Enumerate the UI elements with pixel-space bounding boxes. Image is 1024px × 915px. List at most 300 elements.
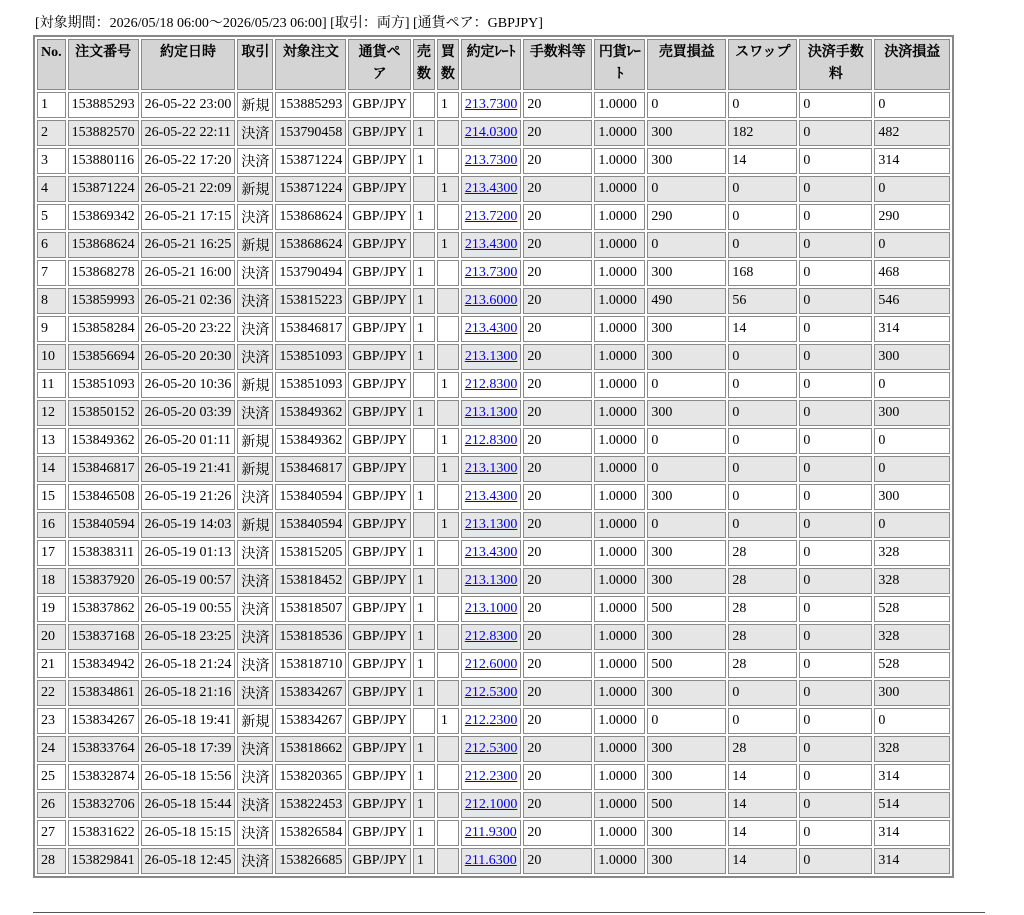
cell-sell-qty: 1: [413, 288, 435, 314]
cell-swap: 182: [728, 120, 797, 146]
cell-settle-fee: 0: [799, 484, 872, 510]
cell-jpy-rate: 1.0000: [594, 652, 645, 678]
cell-settle-fee: 0: [799, 680, 872, 706]
cell-trade-type: 決済: [237, 624, 273, 650]
cell-jpy-rate: 1.0000: [594, 400, 645, 426]
header-fee: 手数料等: [523, 39, 592, 90]
rate-link[interactable]: 213.1300: [464, 349, 518, 364]
cell-pnl: 300: [647, 344, 726, 370]
cell-rate: [461, 260, 522, 286]
cell-jpy-rate: 1.0000: [594, 372, 645, 398]
table-row: [37, 148, 950, 174]
cell-pair: GBP/JPY: [348, 316, 410, 342]
cell-target-order: 153885293: [275, 92, 346, 118]
table-row: [37, 92, 950, 118]
cell-fee: 20: [523, 568, 592, 594]
cell-rate: [461, 372, 522, 398]
header-buy-qty: 買数: [437, 39, 459, 90]
cell-pair: GBP/JPY: [348, 428, 410, 454]
cell-fee: 20: [523, 792, 592, 818]
cell-no: 10: [37, 344, 66, 370]
cell-order-no: 153856694: [68, 344, 139, 370]
cell-swap: 0: [728, 204, 797, 230]
cell-settle-fee: 0: [799, 652, 872, 678]
cell-exec-time: 26-05-18 15:15: [141, 820, 236, 846]
header-jpy-rate: 円貨ﾚｰﾄ: [594, 39, 645, 90]
cell-buy-qty: [437, 652, 459, 678]
rate-link[interactable]: 213.7200: [464, 209, 518, 224]
cell-settle-fee: 0: [799, 176, 872, 202]
cell-rate: [461, 148, 522, 174]
cell-settle-pnl: 0: [874, 372, 950, 398]
cell-order-no: 153882570: [68, 120, 139, 146]
table-header: [37, 39, 950, 90]
cell-swap: 14: [728, 848, 797, 874]
cell-settle-fee: 0: [799, 848, 872, 874]
cell-rate: [461, 680, 522, 706]
table-row: [37, 316, 950, 342]
cell-no: 27: [37, 820, 66, 846]
cell-no: 20: [37, 624, 66, 650]
cell-swap: 14: [728, 316, 797, 342]
cell-settle-fee: 0: [799, 708, 872, 734]
cell-pnl: 300: [647, 400, 726, 426]
cell-fee: 20: [523, 820, 592, 846]
cell-fee: 20: [523, 344, 592, 370]
rate-link[interactable]: 212.5300: [464, 741, 518, 756]
header-pair: 通貨ペア: [348, 39, 410, 90]
cell-jpy-rate: 1.0000: [594, 288, 645, 314]
rate-link[interactable]: 213.4300: [464, 181, 518, 196]
rate-link[interactable]: 213.7300: [464, 97, 518, 112]
rate-link[interactable]: 213.7300: [464, 153, 518, 168]
cell-jpy-rate: 1.0000: [594, 792, 645, 818]
rate-link[interactable]: 212.8300: [464, 433, 518, 448]
cell-buy-qty: 1: [437, 176, 459, 202]
rate-link[interactable]: 213.4300: [464, 489, 518, 504]
cell-rate: [461, 484, 522, 510]
cell-rate: [461, 288, 522, 314]
rate-link[interactable]: 211.9300: [464, 825, 517, 840]
cell-sell-qty: 1: [413, 624, 435, 650]
cell-exec-time: 26-05-19 00:55: [141, 596, 236, 622]
cell-jpy-rate: 1.0000: [594, 260, 645, 286]
table-row: [37, 344, 950, 370]
cell-buy-qty: 1: [437, 512, 459, 538]
header-settle-fee: 決済手数料: [799, 39, 872, 90]
table-row: [37, 456, 950, 482]
cell-buy-qty: [437, 680, 459, 706]
cell-rate: [461, 736, 522, 762]
cell-no: 21: [37, 652, 66, 678]
cell-exec-time: 26-05-20 01:11: [141, 428, 236, 454]
rate-link[interactable]: 211.6300: [464, 853, 517, 868]
cell-settle-fee: 0: [799, 456, 872, 482]
cell-fee: 20: [523, 372, 592, 398]
cell-swap: 14: [728, 764, 797, 790]
rate-link[interactable]: 213.1300: [464, 517, 518, 532]
cell-sell-qty: 1: [413, 568, 435, 594]
cell-fee: 20: [523, 260, 592, 286]
cell-settle-fee: 0: [799, 260, 872, 286]
cell-trade-type: 決済: [237, 288, 273, 314]
cell-no: 7: [37, 260, 66, 286]
cell-buy-qty: [437, 344, 459, 370]
cell-target-order: 153815205: [275, 540, 346, 566]
cell-order-no: 153837168: [68, 624, 139, 650]
cell-trade-type: 決済: [237, 204, 273, 230]
cell-pair: GBP/JPY: [348, 848, 410, 874]
header-trade-type: 取引: [237, 39, 273, 90]
cell-pnl: 300: [647, 820, 726, 846]
cell-no: 23: [37, 708, 66, 734]
cell-pair: GBP/JPY: [348, 204, 410, 230]
cell-buy-qty: [437, 764, 459, 790]
cell-jpy-rate: 1.0000: [594, 568, 645, 594]
cell-pnl: 300: [647, 680, 726, 706]
cell-target-order: 153871224: [275, 176, 346, 202]
cell-target-order: 153851093: [275, 372, 346, 398]
cell-sell-qty: 1: [413, 680, 435, 706]
cell-exec-time: 26-05-22 23:00: [141, 92, 236, 118]
cell-swap: 14: [728, 148, 797, 174]
cell-buy-qty: [437, 736, 459, 762]
cell-trade-type: 決済: [237, 344, 273, 370]
cell-trade-type: 決済: [237, 680, 273, 706]
filter-summary: [対象期間：2026/05/18 06:00〜2026/05/23 06:00] [取引：両方] [通貨ペア：GBPJPY]: [35, 16, 543, 31]
cell-trade-type: 決済: [237, 848, 273, 874]
header-rate: 約定ﾚｰﾄ: [461, 39, 522, 90]
header-settle-pnl: 決済損益: [874, 39, 950, 90]
cell-swap: 0: [728, 512, 797, 538]
cell-order-no: 153834267: [68, 708, 139, 734]
cell-pnl: 300: [647, 624, 726, 650]
cell-order-no: 153885293: [68, 92, 139, 118]
cell-swap: 28: [728, 596, 797, 622]
table-row: [37, 232, 950, 258]
cell-sell-qty: [413, 176, 435, 202]
cell-no: 14: [37, 456, 66, 482]
cell-trade-type: 決済: [237, 792, 273, 818]
cell-target-order: 153846817: [275, 456, 346, 482]
cell-buy-qty: [437, 540, 459, 566]
cell-order-no: 153851093: [68, 372, 139, 398]
cell-settle-pnl: 314: [874, 316, 950, 342]
cell-trade-type: 決済: [237, 400, 273, 426]
cell-order-no: 153850152: [68, 400, 139, 426]
cell-settle-fee: 0: [799, 820, 872, 846]
cell-settle-pnl: 328: [874, 736, 950, 762]
cell-settle-fee: 0: [799, 204, 872, 230]
cell-jpy-rate: 1.0000: [594, 344, 645, 370]
cell-trade-type: 新規: [237, 708, 273, 734]
cell-jpy-rate: 1.0000: [594, 176, 645, 202]
cell-pnl: 500: [647, 596, 726, 622]
cell-pair: GBP/JPY: [348, 736, 410, 762]
cell-fee: 20: [523, 540, 592, 566]
cell-settle-fee: 0: [799, 764, 872, 790]
cell-exec-time: 26-05-19 21:26: [141, 484, 236, 510]
cell-sell-qty: 1: [413, 596, 435, 622]
cell-exec-time: 26-05-22 17:20: [141, 148, 236, 174]
cell-target-order: 153822453: [275, 792, 346, 818]
cell-order-no: 153831622: [68, 820, 139, 846]
cell-sell-qty: 1: [413, 260, 435, 286]
cell-sell-qty: [413, 232, 435, 258]
cell-settle-fee: 0: [799, 596, 872, 622]
cell-settle-pnl: 328: [874, 624, 950, 650]
cell-target-order: 153818536: [275, 624, 346, 650]
cell-trade-type: 決済: [237, 568, 273, 594]
header-order-no: 注文番号: [68, 39, 139, 90]
cell-settle-fee: 0: [799, 344, 872, 370]
cell-settle-pnl: 300: [874, 680, 950, 706]
cell-target-order: 153868624: [275, 204, 346, 230]
rate-link[interactable]: 213.1000: [464, 601, 518, 616]
cell-pnl: 300: [647, 148, 726, 174]
cell-settle-fee: 0: [799, 120, 872, 146]
cell-settle-pnl: 468: [874, 260, 950, 286]
cell-exec-time: 26-05-21 17:15: [141, 204, 236, 230]
cell-rate: [461, 652, 522, 678]
cell-buy-qty: [437, 568, 459, 594]
rate-link[interactable]: 213.4300: [464, 321, 518, 336]
cell-order-no: 153833764: [68, 736, 139, 762]
cell-exec-time: 26-05-21 16:00: [141, 260, 236, 286]
cell-target-order: 153834267: [275, 680, 346, 706]
cell-exec-time: 26-05-18 17:39: [141, 736, 236, 762]
cell-sell-qty: 1: [413, 204, 435, 230]
cell-jpy-rate: 1.0000: [594, 764, 645, 790]
cell-no: 13: [37, 428, 66, 454]
cell-settle-pnl: 0: [874, 176, 950, 202]
cell-exec-time: 26-05-18 12:45: [141, 848, 236, 874]
cell-pnl: 0: [647, 512, 726, 538]
cell-rate: [461, 120, 522, 146]
cell-target-order: 153871224: [275, 148, 346, 174]
cell-buy-qty: [437, 400, 459, 426]
cell-swap: 56: [728, 288, 797, 314]
header-pnl: 売買損益: [647, 39, 726, 90]
table-row: [37, 764, 950, 790]
cell-pnl: 300: [647, 260, 726, 286]
cell-rate: [461, 596, 522, 622]
cell-target-order: 153846817: [275, 316, 346, 342]
cell-settle-fee: 0: [799, 288, 872, 314]
cell-settle-fee: 0: [799, 92, 872, 118]
cell-jpy-rate: 1.0000: [594, 736, 645, 762]
cell-jpy-rate: 1.0000: [594, 456, 645, 482]
cell-target-order: 153818710: [275, 652, 346, 678]
cell-pair: GBP/JPY: [348, 176, 410, 202]
rate-link[interactable]: 212.1000: [464, 797, 518, 812]
cell-settle-pnl: 0: [874, 232, 950, 258]
cell-no: 1: [37, 92, 66, 118]
rate-link[interactable]: 214.0300: [464, 125, 518, 140]
cell-pnl: 290: [647, 204, 726, 230]
cell-buy-qty: [437, 484, 459, 510]
cell-swap: 0: [728, 456, 797, 482]
cell-pnl: 0: [647, 92, 726, 118]
cell-exec-time: 26-05-18 19:41: [141, 708, 236, 734]
cell-exec-time: 26-05-19 14:03: [141, 512, 236, 538]
cell-no: 22: [37, 680, 66, 706]
cell-rate: [461, 708, 522, 734]
cell-pnl: 300: [647, 540, 726, 566]
cell-sell-qty: 1: [413, 540, 435, 566]
cell-settle-pnl: 328: [874, 568, 950, 594]
cell-fee: 20: [523, 708, 592, 734]
cell-trade-type: 新規: [237, 512, 273, 538]
rate-link[interactable]: 213.1300: [464, 573, 518, 588]
cell-sell-qty: 1: [413, 736, 435, 762]
cell-settle-pnl: 314: [874, 148, 950, 174]
rate-link[interactable]: 212.8300: [464, 629, 518, 644]
cell-no: 16: [37, 512, 66, 538]
cell-fee: 20: [523, 484, 592, 510]
cell-settle-pnl: 314: [874, 848, 950, 874]
cell-rate: [461, 624, 522, 650]
table-row: [37, 736, 950, 762]
table-body: [37, 92, 950, 874]
cell-trade-type: 新規: [237, 428, 273, 454]
cell-swap: 0: [728, 708, 797, 734]
cell-rate: [461, 568, 522, 594]
rate-link[interactable]: 213.4300: [464, 545, 518, 560]
rate-link[interactable]: 212.6000: [464, 657, 518, 672]
table-row: [37, 120, 950, 146]
cell-order-no: 153829841: [68, 848, 139, 874]
cell-settle-fee: 0: [799, 372, 872, 398]
cell-trade-type: 新規: [237, 176, 273, 202]
cell-no: 2: [37, 120, 66, 146]
cell-pnl: 0: [647, 176, 726, 202]
cell-jpy-rate: 1.0000: [594, 848, 645, 874]
cell-settle-pnl: 300: [874, 400, 950, 426]
table-row: [37, 372, 950, 398]
cell-settle-fee: 0: [799, 148, 872, 174]
table-row: [37, 400, 950, 426]
cell-pnl: 300: [647, 120, 726, 146]
cell-jpy-rate: 1.0000: [594, 624, 645, 650]
cell-exec-time: 26-05-20 20:30: [141, 344, 236, 370]
cell-sell-qty: 1: [413, 400, 435, 426]
cell-pair: GBP/JPY: [348, 372, 410, 398]
cell-target-order: 153820365: [275, 764, 346, 790]
cell-swap: 0: [728, 484, 797, 510]
cell-pair: GBP/JPY: [348, 652, 410, 678]
cell-no: 17: [37, 540, 66, 566]
rate-link[interactable]: 212.2300: [464, 713, 518, 728]
table-row: [37, 624, 950, 650]
cell-fee: 20: [523, 596, 592, 622]
cell-rate: [461, 176, 522, 202]
cell-no: 25: [37, 764, 66, 790]
rate-link[interactable]: 213.7300: [464, 265, 518, 280]
rate-link[interactable]: 213.6000: [464, 293, 518, 308]
cell-rate: [461, 344, 522, 370]
cell-pair: GBP/JPY: [348, 680, 410, 706]
cell-no: 24: [37, 736, 66, 762]
table-row: [37, 176, 950, 202]
cell-swap: 0: [728, 176, 797, 202]
rate-link[interactable]: 212.2300: [464, 769, 518, 784]
cell-swap: 0: [728, 400, 797, 426]
cell-sell-qty: 1: [413, 344, 435, 370]
cell-sell-qty: 1: [413, 764, 435, 790]
cell-swap: 0: [728, 232, 797, 258]
cell-target-order: 153818507: [275, 596, 346, 622]
cell-pnl: 300: [647, 568, 726, 594]
cell-no: 3: [37, 148, 66, 174]
table-row: [37, 428, 950, 454]
cell-order-no: 153846508: [68, 484, 139, 510]
cell-trade-type: 決済: [237, 652, 273, 678]
table-row: [37, 680, 950, 706]
cell-buy-qty: [437, 204, 459, 230]
cell-order-no: 153838311: [68, 540, 139, 566]
cell-pnl: 500: [647, 652, 726, 678]
cell-settle-pnl: 528: [874, 596, 950, 622]
cell-sell-qty: [413, 456, 435, 482]
cell-order-no: 153846817: [68, 456, 139, 482]
cell-jpy-rate: 1.0000: [594, 204, 645, 230]
cell-no: 5: [37, 204, 66, 230]
cell-fee: 20: [523, 428, 592, 454]
header-sell-qty: 売数: [413, 39, 435, 90]
cell-jpy-rate: 1.0000: [594, 512, 645, 538]
rate-link[interactable]: 213.1300: [464, 461, 518, 476]
cell-no: 12: [37, 400, 66, 426]
cell-buy-qty: [437, 848, 459, 874]
cell-settle-pnl: 0: [874, 708, 950, 734]
cell-order-no: 153859993: [68, 288, 139, 314]
cell-fee: 20: [523, 400, 592, 426]
rate-link[interactable]: 213.4300: [464, 237, 518, 252]
cell-fee: 20: [523, 288, 592, 314]
rate-link[interactable]: 212.5300: [464, 685, 518, 700]
cell-trade-type: 決済: [237, 596, 273, 622]
cell-order-no: 153837920: [68, 568, 139, 594]
rate-link[interactable]: 212.8300: [464, 377, 518, 392]
cell-sell-qty: 1: [413, 484, 435, 510]
cell-settle-fee: 0: [799, 232, 872, 258]
cell-sell-qty: [413, 512, 435, 538]
cell-buy-qty: 1: [437, 92, 459, 118]
cell-trade-type: 決済: [237, 764, 273, 790]
cell-jpy-rate: 1.0000: [594, 540, 645, 566]
cell-swap: 28: [728, 736, 797, 762]
cell-settle-pnl: 328: [874, 540, 950, 566]
table-row: [37, 568, 950, 594]
cell-fee: 20: [523, 204, 592, 230]
cell-buy-qty: [437, 260, 459, 286]
rate-link[interactable]: 213.1300: [464, 405, 518, 420]
table-row: [37, 596, 950, 622]
cell-swap: 28: [728, 540, 797, 566]
cell-trade-type: 決済: [237, 120, 273, 146]
cell-settle-fee: 0: [799, 736, 872, 762]
cell-order-no: 153868624: [68, 232, 139, 258]
trade-history-table: [33, 35, 954, 878]
cell-no: 11: [37, 372, 66, 398]
cell-fee: 20: [523, 316, 592, 342]
header-swap: スワップ: [728, 39, 797, 90]
cell-fee: 20: [523, 624, 592, 650]
cell-pair: GBP/JPY: [348, 120, 410, 146]
cell-pair: GBP/JPY: [348, 344, 410, 370]
cell-settle-fee: 0: [799, 400, 872, 426]
